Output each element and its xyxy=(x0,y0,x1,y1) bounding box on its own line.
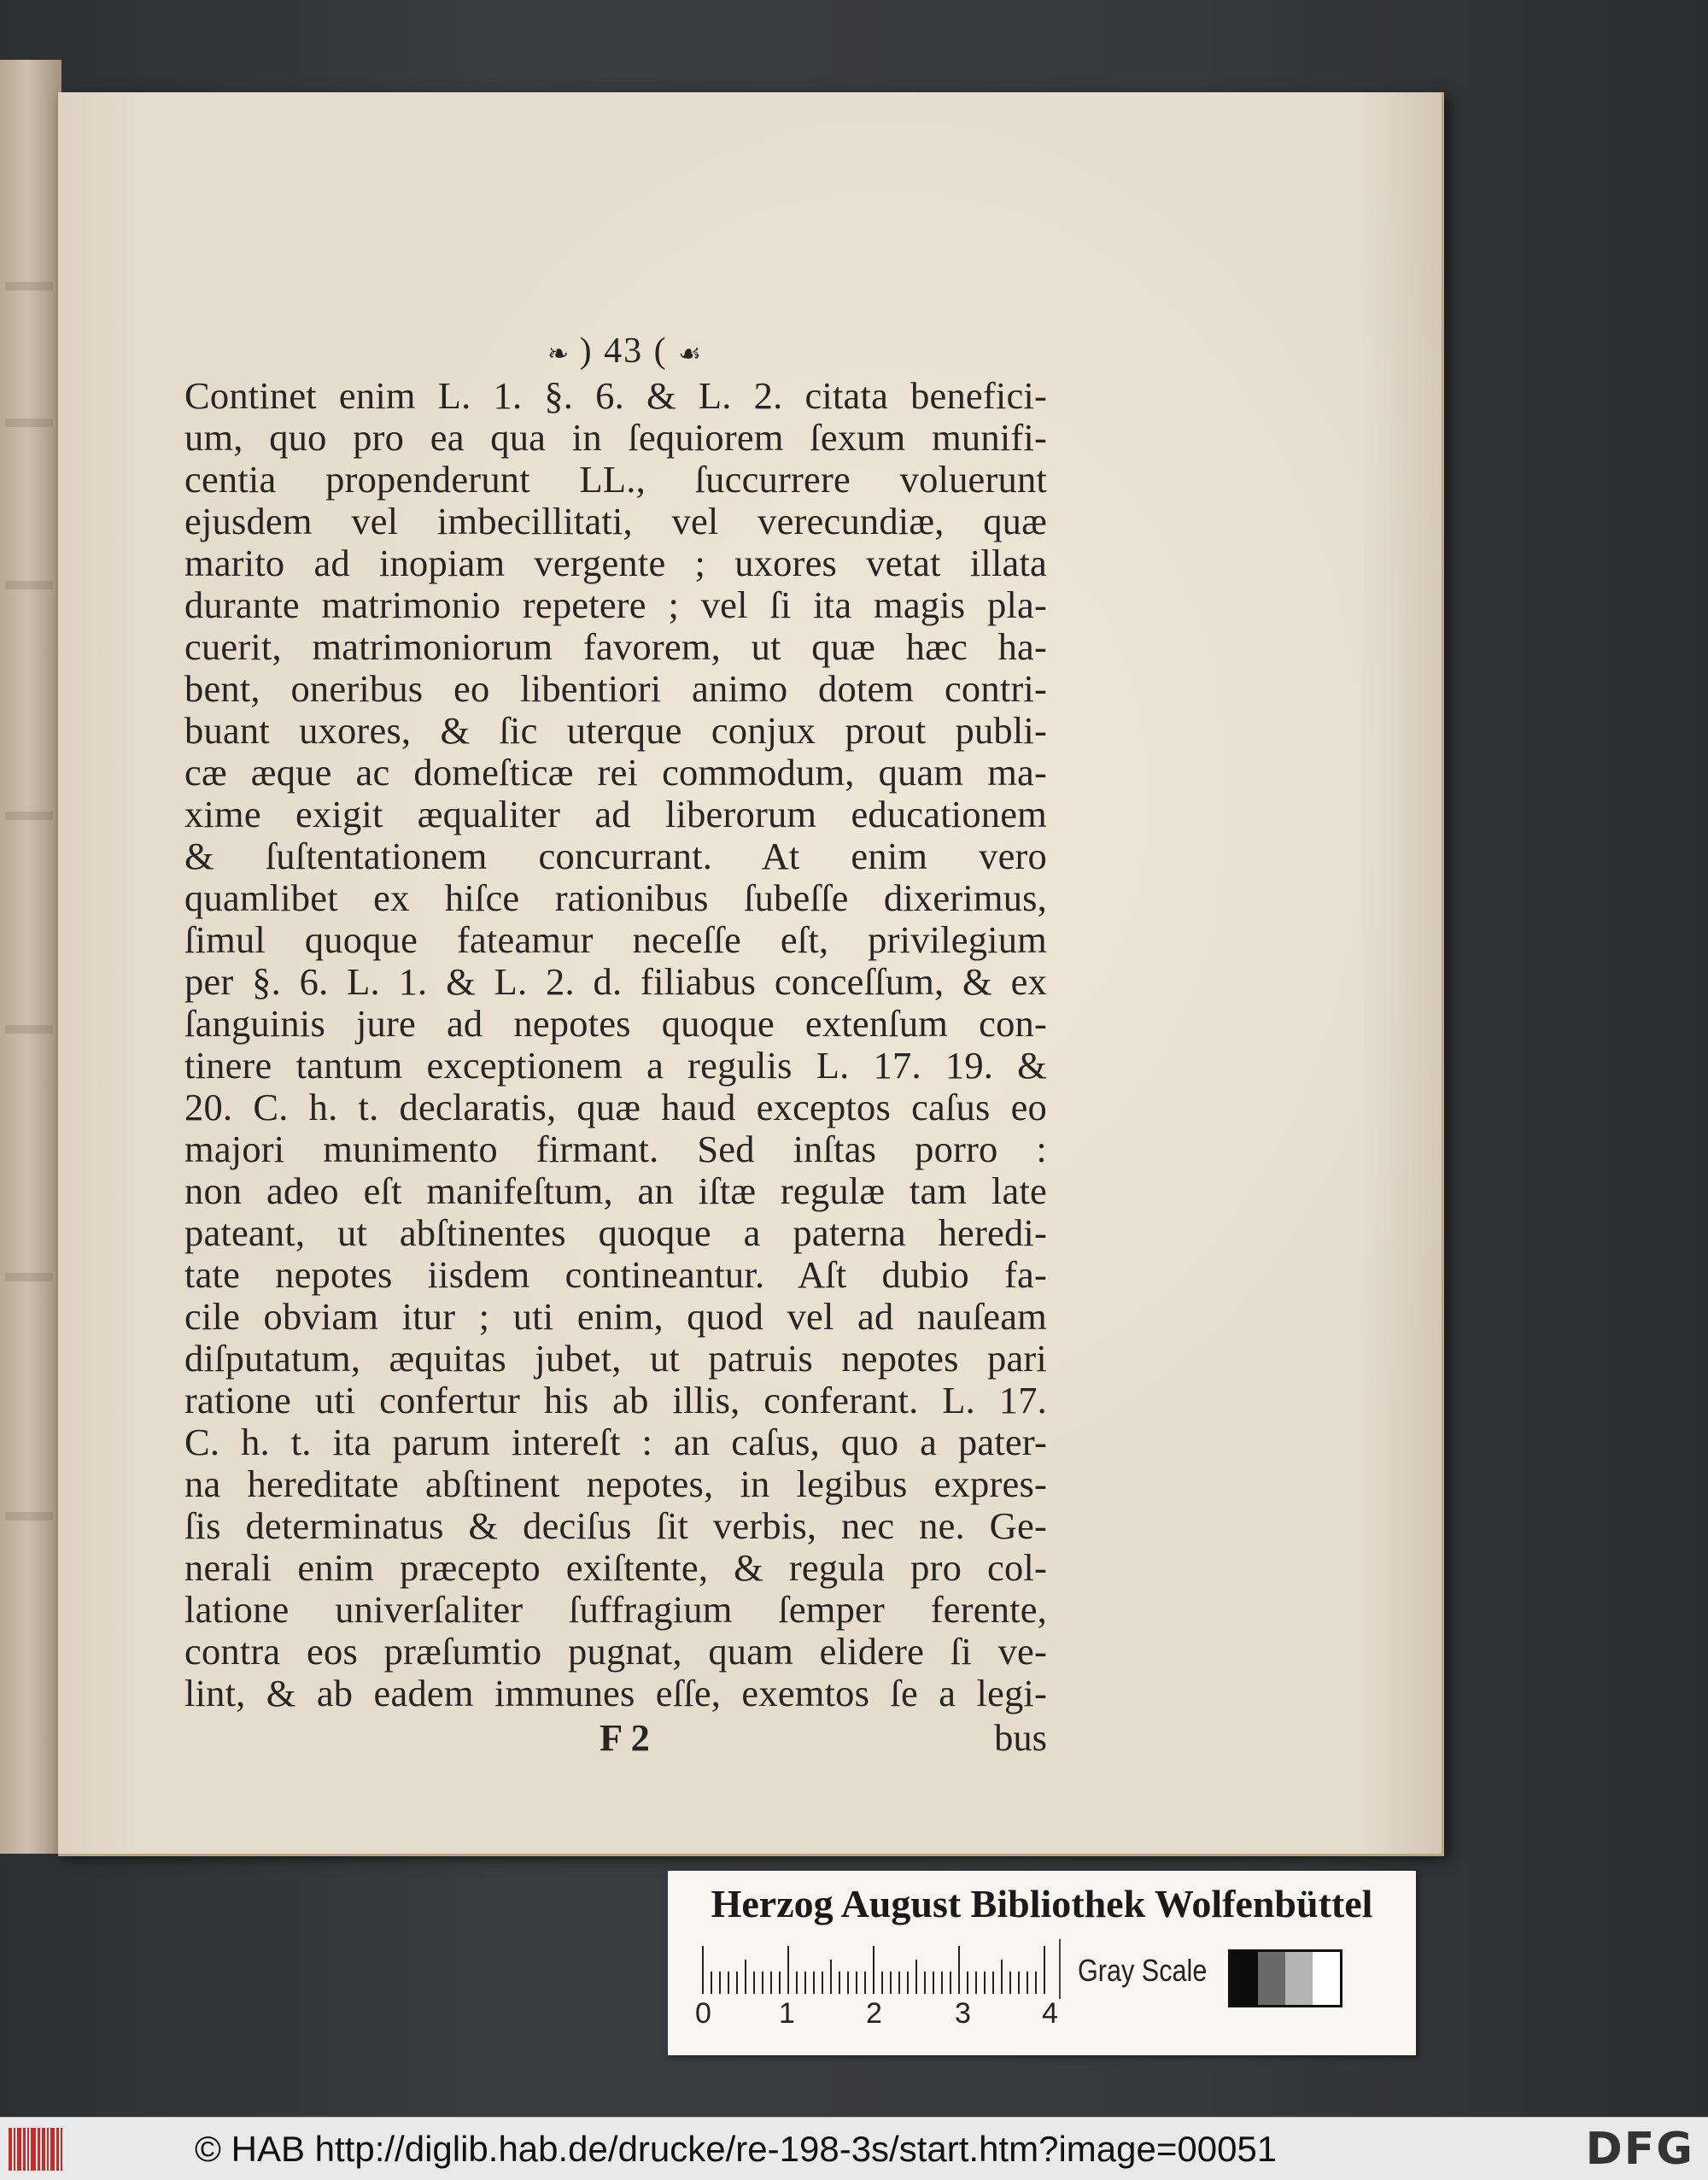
text-line: 20. C. h. t. declaratis, quæ haud exceptos caſus eo xyxy=(184,1086,1047,1128)
ruler-tick xyxy=(992,1972,994,1994)
barcode-stripe xyxy=(23,2128,26,2171)
text-line: xime exigit æqualiter ad liberorum educationem xyxy=(184,793,1047,835)
body-text xyxy=(184,375,1047,1714)
text-line: ratione uti confertur his ab illis, conferant. L. 17. xyxy=(184,1379,1047,1421)
ruler-number: 1 xyxy=(779,1997,795,2030)
text-line: pateant, ut abſtinentes quoque a paterna heredi- xyxy=(184,1211,1047,1254)
text-line: majori munimento firmant. Sed inſtas porro : xyxy=(184,1128,1047,1170)
text-line: quamlibet ex hiſce rationibus ſubeſſe dixerimus, xyxy=(184,876,1047,919)
left-ornament-icon: ❧ xyxy=(547,340,570,368)
ruler-tick xyxy=(907,1972,909,1994)
text-line: contra eos præſumtio pugnat, quam elidere ſi ve- xyxy=(184,1630,1047,1673)
ruler-tick xyxy=(804,1972,806,1994)
ruler-tick xyxy=(1009,1972,1011,1994)
barcode-stripe xyxy=(42,2128,45,2171)
text-line: durante matrimonio repetere ; vel ſi ita magis pla- xyxy=(184,583,1047,626)
ruler-tick xyxy=(1044,1946,1045,1994)
ruler-tick xyxy=(779,1972,781,1994)
ruler-tick xyxy=(933,1972,934,1994)
text-line: tate nepotes iisdem contineantur. Aſt dubio fa- xyxy=(184,1253,1047,1296)
text-line: ſimul quoque fateamur neceſſe eſt, privilegium xyxy=(184,918,1047,961)
text-line: per §. 6. L. 1. & L. 2. d. filiabus conceſſum, & ex xyxy=(184,960,1047,1003)
text-line: na hereditate abſtinent nepotes, in legibus expres- xyxy=(184,1462,1047,1505)
text-line: Continet enim L. 1. §. 6. & L. 2. citata benefici- xyxy=(184,374,1047,417)
gray-step xyxy=(1285,1952,1313,2005)
ruler-tick xyxy=(762,1972,763,1994)
barcode-stripe xyxy=(56,2128,59,2171)
ruler-tick xyxy=(753,1972,755,1994)
barcode-stripe xyxy=(38,2128,40,2171)
signature-mark: F 2 xyxy=(600,1716,650,1759)
facing-page-edge xyxy=(0,60,61,1854)
ruler-tick xyxy=(796,1972,798,1994)
right-ornament-icon: ☙ xyxy=(678,340,702,368)
ruler-tick xyxy=(1001,1960,1003,1994)
ruler-tick xyxy=(915,1960,917,1994)
barcode-stripe xyxy=(17,2128,21,2171)
ruler-tick xyxy=(881,1972,883,1994)
gray-step xyxy=(1313,1952,1340,2005)
ruler-tick xyxy=(950,1972,951,1994)
ruler-tick xyxy=(770,1972,772,1994)
ruler-tick xyxy=(728,1972,729,1994)
catchword: bus xyxy=(994,1716,1047,1759)
text-line: bent, oneribus eo libentiori animo dotem contri- xyxy=(184,667,1047,710)
card-divider xyxy=(1059,1939,1061,1999)
page-number: ) 43 ( xyxy=(579,331,668,371)
running-head xyxy=(202,327,1047,375)
ruler-tick xyxy=(864,1972,866,1994)
ruler-tick xyxy=(847,1972,849,1994)
bleed-through-mark xyxy=(5,282,53,290)
page-text-block xyxy=(184,327,1047,1759)
ruler-tick xyxy=(813,1972,815,1994)
text-line: ſanguinis jure ad nepotes quoque extenſum con- xyxy=(184,1002,1047,1045)
dfg-logo: DFG xyxy=(1585,2124,1694,2175)
page-footer xyxy=(184,1716,1047,1759)
barcode-logo-icon xyxy=(9,2128,72,2171)
ruler-tick xyxy=(839,1972,840,1994)
barcode-stripe xyxy=(31,2128,36,2171)
ruler-tick xyxy=(830,1960,832,1994)
bleed-through-mark xyxy=(5,581,53,589)
ruler-tick xyxy=(702,1946,704,1994)
bleed-through-mark xyxy=(5,1273,53,1281)
barcode-stripe xyxy=(14,2128,15,2171)
ruler-tick xyxy=(924,1972,926,1994)
text-line: cæ æque ac domeſticæ rei commodum, quam ma- xyxy=(184,751,1047,794)
book-page xyxy=(58,92,1444,1856)
bleed-through-mark xyxy=(5,812,53,820)
ruler-tick xyxy=(1035,1972,1037,1994)
ruler-tick xyxy=(984,1972,986,1994)
ruler-tick xyxy=(711,1972,712,1994)
bleed-through-mark xyxy=(5,1025,53,1034)
bleed-through-mark xyxy=(5,1512,53,1521)
viewer-footer xyxy=(0,2117,1708,2180)
gray-scale-label: Gray Scale xyxy=(1078,1953,1208,1988)
text-line: ejusdem vel imbecillitati, vel verecundiæ, quæ xyxy=(184,500,1047,542)
ruler-tick xyxy=(967,1972,968,1994)
text-line: tinere tantum exceptionem a regulis L. 17. 19. & xyxy=(184,1044,1047,1087)
text-line: cile obviam itur ; uti enim, quod vel ad nauſeam xyxy=(184,1295,1047,1338)
text-line: buant uxores, & ſic uterque conjux prout publi- xyxy=(184,709,1047,752)
ruler-tick xyxy=(975,1972,977,1994)
ruler-tick xyxy=(890,1972,892,1994)
text-line: centia propenderunt LL., ſuccurrere voluerunt xyxy=(184,458,1047,501)
barcode-stripe xyxy=(61,2128,62,2171)
barcode-stripe xyxy=(47,2128,49,2171)
barcode-stripe xyxy=(9,2128,12,2171)
ruler-tick xyxy=(787,1946,789,1994)
text-line: lint, & ab eadem immunes eſſe, exemtos ſe a legi- xyxy=(184,1672,1047,1714)
ruler-tick xyxy=(719,1972,721,1994)
text-line: non adeo eſt manifeſtum, an iſtæ regulæ tam late xyxy=(184,1169,1047,1212)
gray-step xyxy=(1258,1952,1285,2005)
ruler-tick xyxy=(822,1972,823,1994)
text-line: C. h. t. ita parum intereſt : an caſus, quo a pater- xyxy=(184,1421,1047,1463)
ruler-tick xyxy=(1018,1972,1020,1994)
text-line: & ſuſtentationem concurrant. At enim vero xyxy=(184,835,1047,877)
ruler-tick xyxy=(856,1972,857,1994)
ruler-tick xyxy=(898,1972,900,1994)
barcode-stripe xyxy=(50,2128,55,2171)
text-line: latione univerſaliter ſuffragium ſemper ferente, xyxy=(184,1588,1047,1631)
ruler-number: 3 xyxy=(955,1997,971,2030)
ruler-number: 0 xyxy=(695,1997,711,2030)
gray-step xyxy=(1231,1952,1258,2005)
text-line: ſis determinatus & deciſus ſit verbis, nec ne. Ge- xyxy=(184,1504,1047,1547)
text-line: nerali enim præcepto exiſtente, & regula pro col- xyxy=(184,1546,1047,1589)
ruler-tick xyxy=(958,1946,960,1994)
ruler-tick xyxy=(736,1972,738,1994)
ruler-number: 4 xyxy=(1042,1997,1058,2030)
ruler-tick xyxy=(941,1972,943,1994)
ruler-number: 2 xyxy=(866,1997,882,2030)
text-line: cuerit, matrimoniorum favorem, ut quæ hæc ha- xyxy=(184,625,1047,668)
ruler-tick xyxy=(873,1946,874,1994)
library-name: Herzog August Bibliothek Wolfenbüttel xyxy=(711,1882,1373,1925)
library-color-card xyxy=(668,1871,1416,2055)
text-line: um, quo pro ea qua in ſequiorem ſexum munifi- xyxy=(184,416,1047,459)
text-line: diſputatum, æquitas jubet, ut patruis nepotes pari xyxy=(184,1337,1047,1380)
ruler-tick xyxy=(1027,1972,1028,1994)
copyright-url[interactable]: © HAB http://diglib.hab.de/drucke/re-198-3s/start.htm?image=00051 xyxy=(195,2129,1278,2169)
ruler-tick xyxy=(745,1960,746,1994)
scale-ruler xyxy=(702,1943,1044,1994)
bleed-through-mark xyxy=(5,419,53,427)
text-line: marito ad inopiam vergente ; uxores vetat illata xyxy=(184,542,1047,584)
barcode-stripe xyxy=(27,2128,29,2171)
gray-scale-bar xyxy=(1228,1949,1342,2007)
